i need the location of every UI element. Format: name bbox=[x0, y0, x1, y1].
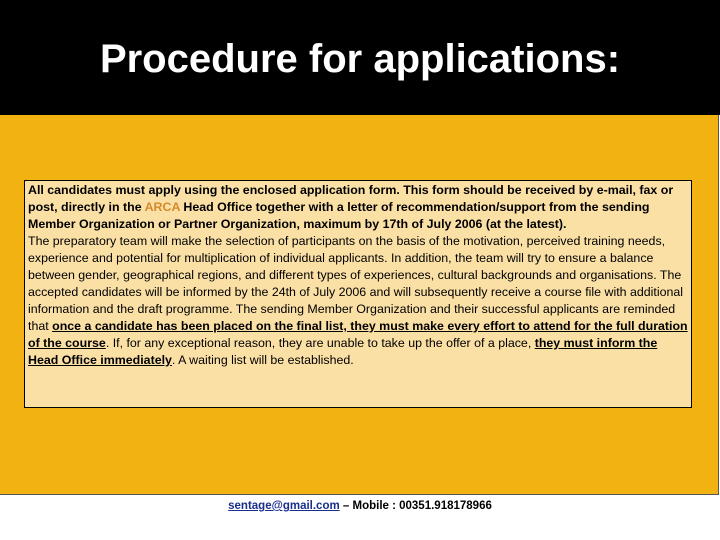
email-link[interactable]: sentage@gmail.com bbox=[228, 500, 340, 512]
p2-text-a: The preparatory team will make the selection of participants on the basis of the motivation, perceived training needs, experience and potential for multiplication of individual applicants. In addition, the team will try to ensure a balance between gender, geographical regions, and different types of experiences, cultural backgrounds and organisations. The accepted candidates will be informed by the 24th of July 2006 and will subsequently receive a course file with additional information and the draft programme. The sending Member Organization and their successful applicants are reminded that bbox=[28, 234, 684, 333]
paragraph-application-requirements bbox=[28, 182, 689, 233]
p1-text-b: Head Office together with a letter of recommendation/support from the sending Member Organization or Partner Organization, maximum by 17th of July 2006 (at the latest). bbox=[28, 200, 650, 231]
procedure-text-box bbox=[24, 180, 692, 408]
paragraph-selection-process bbox=[28, 233, 689, 369]
mobile-text: – Mobile : 00351.918178966 bbox=[339, 500, 492, 512]
p1-text-a: All candidates must apply using the enclosed application form. This form should be received by e-mail, fax or post, directly in the bbox=[28, 183, 674, 214]
p2-text-c: . A waiting list will be established. bbox=[171, 353, 354, 367]
title-bar bbox=[0, 0, 720, 115]
contact-footer bbox=[0, 500, 720, 512]
arca-highlight: ARCA bbox=[144, 200, 180, 214]
inform-head-office-underlined: they must inform the Head Office immediately bbox=[28, 336, 658, 367]
slide-title: Procedure for applications: bbox=[99, 37, 621, 81]
attendance-requirement-underlined: once a candidate has been placed on the final list, they must make every effort to attend for the full duration of the course bbox=[28, 319, 688, 350]
p2-text-b: . If, for any exceptional reason, they are unable to take up the offer of a place, bbox=[105, 336, 535, 350]
